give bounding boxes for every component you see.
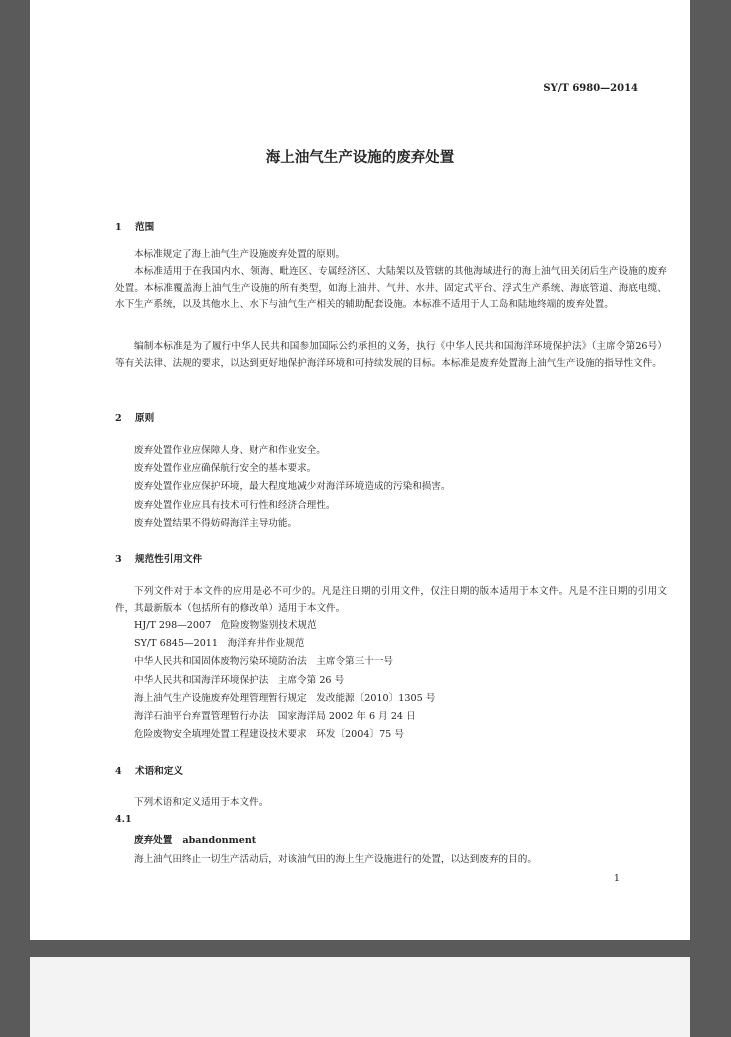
list-item: 中华人民共和国海洋环境保护法 主席令第 26 号: [134, 674, 345, 686]
list-item: 海上油气生产设施废弃处理管理暂行规定 发改能源〔2010〕1305 号: [134, 692, 436, 704]
term-heading: [134, 832, 256, 846]
references-list: [134, 617, 435, 744]
next-page-preview: [30, 957, 690, 1037]
list-item: 废弃处置作业应具有技术可行性和经济合理性。: [134, 499, 336, 511]
document-page: [30, 0, 690, 940]
document-title: 海上油气生产设施的废弃处置: [265, 149, 455, 166]
section-heading-scope: 1 范围: [115, 222, 155, 233]
list-item: 废弃处置作业应保障人身、财产和作业安全。: [134, 445, 326, 456]
scope-paragraph-2: 本标准适用于在我国内水、领海、毗连区、专属经济区、大陆架以及管辖的其他海域进行的海上油气田关闭后生产设施的废弃处置。本标准覆盖海上油气生产设施的所有类型，如海上油井、气井、水井、固定式平台、浮式生产系统、海底管道、海底电缆、水下生产系统，以及其他水上、水下与油气生产相关的辅助配套设施。本标准不适用于人工岛和陆地终端的废弃处置。: [115, 266, 667, 311]
term-english: abandonment: [182, 835, 257, 846]
references-intro: 下列文件对于本文件的应用是必不可少的。凡是注日期的引用文件，仅注日期的版本适用于本文件。凡是不注日期的引用文件，其最新版本（包括所有的修改单）适用于本文件。: [115, 586, 667, 614]
standard-code: SY/T 6980—2014: [543, 83, 638, 94]
list-item: 废弃处置作业应保护环境，最大程度地减少对海洋环境造成的污染和损害。: [134, 481, 451, 493]
list-item: HJ/T 298—2007 危险废物鉴别技术规范: [134, 620, 317, 631]
page-number: 1: [613, 873, 620, 884]
list-item: 海洋石油平台弃置管理暂行办法 国家海洋局 2002 年 6 月 24 日: [134, 711, 416, 723]
list-item: SY/T 6845—2011 海洋弃井作业规范: [134, 638, 305, 650]
term-number: 4.1: [115, 814, 132, 825]
list-item: 废弃处置结果不得妨碍海洋主导功能。: [134, 517, 298, 529]
scope-paragraph-3: 编制本标准是为了履行中华人民共和国参加国际公约承担的义务，执行《中华人民共和国海洋环境保护法》（主席令第26号）等有关法律、法规的要求，以达到更好地保护海洋环境和可持续发展的目标。本标准是废弃处置海上油气生产设施的指导性文件。: [115, 341, 667, 369]
section-heading-references: 3 规范性引用文件: [115, 554, 203, 565]
principles-list: [134, 442, 451, 533]
list-item: 废弃处置作业应确保航行安全的基本要求。: [134, 463, 317, 475]
section-heading-principles: 2 原则: [115, 413, 155, 424]
section-heading-terms: 4 术语和定义: [115, 766, 183, 777]
term-definition: 海上油气田终止一切生产活动后，对该油气田的海上生产设施进行的处置，以达到废弃的目的。: [134, 854, 537, 865]
list-item: 危险废物安全填埋处置工程建设技术要求 环发〔2004〕75 号: [134, 729, 404, 741]
scope-paragraph-1: 本标准规定了海上油气生产设施废弃处置的原则。: [134, 249, 346, 260]
list-item: 中华人民共和国固体废物污染环境防治法 主席令第三十一号: [134, 656, 394, 668]
terms-intro: 下列术语和定义适用于本文件。: [134, 797, 269, 808]
term-chinese: 废弃处置: [134, 835, 173, 846]
